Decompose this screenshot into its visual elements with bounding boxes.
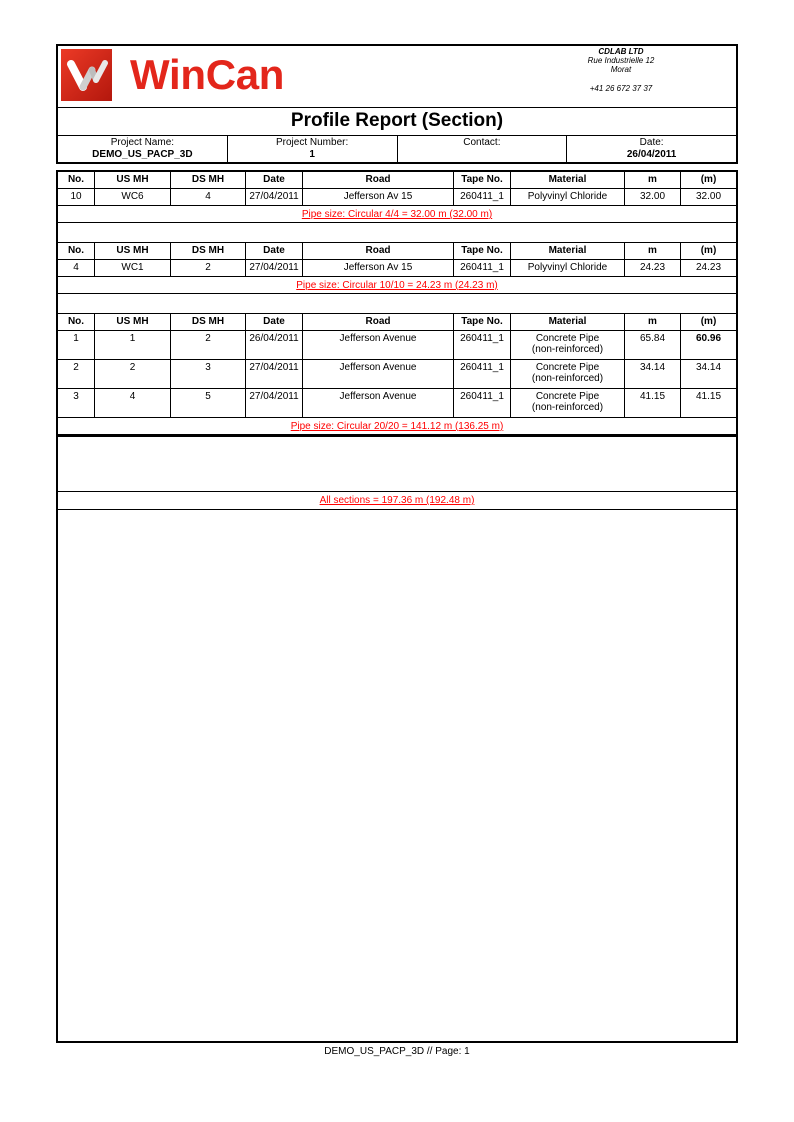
brand-name: WinCan bbox=[130, 51, 285, 98]
cell-us-mh: 2 bbox=[95, 360, 171, 388]
column-header-m-paren: (m) bbox=[700, 245, 717, 256]
column-header-road: Road bbox=[303, 172, 454, 188]
column-header-m: m bbox=[625, 172, 681, 188]
column-header-m-paren: (m) bbox=[700, 174, 717, 185]
cell-material: Concrete Pipe (non-reinforced) bbox=[511, 389, 625, 417]
cell-m-paren: 34.14 bbox=[695, 362, 722, 373]
column-header-us-mh: US MH bbox=[95, 243, 171, 259]
logo-row bbox=[58, 46, 736, 108]
column-header-material: Material bbox=[511, 243, 625, 259]
report-header bbox=[56, 44, 738, 164]
column-header-no: No. bbox=[58, 314, 95, 330]
table-row bbox=[58, 389, 736, 418]
table-header-row bbox=[58, 314, 736, 331]
cell-m: 65.84 bbox=[625, 331, 681, 359]
column-header-road: Road bbox=[303, 243, 454, 259]
column-header-material: Material bbox=[511, 314, 625, 330]
project-info-row bbox=[58, 136, 736, 162]
column-header-no: No. bbox=[58, 243, 95, 259]
date-value: 26/04/2011 bbox=[626, 149, 677, 160]
company-phone: +41 26 672 37 37 bbox=[589, 84, 653, 93]
cell-no: 3 bbox=[58, 389, 95, 417]
cell-us-mh: WC6 bbox=[95, 189, 171, 205]
cell-date: 27/04/2011 bbox=[246, 260, 303, 276]
cell-date: 27/04/2011 bbox=[246, 189, 303, 205]
column-header-m: m bbox=[625, 243, 681, 259]
column-header-no: No. bbox=[58, 172, 95, 188]
cell-m-paren: 60.96 bbox=[695, 333, 722, 344]
contact-cell bbox=[398, 136, 568, 162]
cell-no: 2 bbox=[58, 360, 95, 388]
cell-road: Jefferson Avenue bbox=[303, 331, 454, 359]
cell-m: 32.00 bbox=[625, 189, 681, 205]
section-spacer bbox=[58, 223, 736, 243]
company-info bbox=[561, 47, 681, 93]
cell-m: 41.15 bbox=[625, 389, 681, 417]
table-header-row bbox=[58, 243, 736, 260]
column-header-material: Material bbox=[511, 172, 625, 188]
project-number-label: Project Number: bbox=[276, 137, 349, 148]
cell-material: Polyvinyl Chloride bbox=[511, 260, 625, 276]
company-street: Rue Industrielle 12 bbox=[587, 56, 655, 65]
cell-material: Concrete Pipe (non-reinforced) bbox=[511, 360, 625, 388]
cell-date: 26/04/2011 bbox=[246, 331, 303, 359]
cell-us-mh: 4 bbox=[95, 389, 171, 417]
pipe-size-summary: Pipe size: Circular 20/20 = 141.12 m (136.25 m) bbox=[58, 418, 736, 435]
date-label: Date: bbox=[639, 137, 664, 148]
column-header-road: Road bbox=[303, 314, 454, 330]
pipe-size-summary: Pipe size: Circular 4/4 = 32.00 m (32.00 m) bbox=[58, 206, 736, 223]
sections-container bbox=[58, 172, 736, 435]
section-group bbox=[58, 172, 736, 243]
cell-road: Jefferson Avenue bbox=[303, 360, 454, 388]
cell-us-mh: WC1 bbox=[95, 260, 171, 276]
table-header-row bbox=[58, 172, 736, 189]
project-number-value: 1 bbox=[309, 149, 315, 160]
cell-tape-no: 260411_1 bbox=[454, 260, 511, 276]
cell-m-paren: 41.15 bbox=[695, 391, 722, 402]
sections-table bbox=[56, 170, 738, 1043]
column-header-m: m bbox=[625, 314, 681, 330]
column-header-ds-mh: DS MH bbox=[171, 172, 246, 188]
project-name-value: DEMO_US_PACP_3D bbox=[92, 149, 193, 160]
cell-us-mh: 1 bbox=[95, 331, 171, 359]
cell-material: Concrete Pipe (non-reinforced) bbox=[511, 331, 625, 359]
project-number-cell bbox=[228, 136, 398, 162]
section-group bbox=[58, 243, 736, 314]
report-title: Profile Report (Section) bbox=[58, 108, 736, 136]
table-row bbox=[58, 260, 736, 277]
cell-tape-no: 260411_1 bbox=[454, 189, 511, 205]
column-header-m-paren: (m) bbox=[700, 316, 717, 327]
cell-m: 34.14 bbox=[625, 360, 681, 388]
blank-area bbox=[58, 435, 736, 492]
cell-road: Jefferson Avenue bbox=[303, 389, 454, 417]
cell-m-paren: 24.23 bbox=[695, 262, 722, 273]
cell-date: 27/04/2011 bbox=[246, 389, 303, 417]
cell-no: 1 bbox=[58, 331, 95, 359]
cell-ds-mh: 3 bbox=[171, 360, 246, 388]
date-cell bbox=[567, 136, 736, 162]
cell-m: 24.23 bbox=[625, 260, 681, 276]
wincan-logo-icon bbox=[61, 49, 112, 101]
column-header-date: Date bbox=[246, 172, 303, 188]
column-header-tape-no: Tape No. bbox=[454, 314, 511, 330]
cell-no: 4 bbox=[58, 260, 95, 276]
pipe-size-summary: Pipe size: Circular 10/10 = 24.23 m (24.23 m) bbox=[58, 277, 736, 294]
cell-no: 10 bbox=[58, 189, 95, 205]
column-header-us-mh: US MH bbox=[95, 172, 171, 188]
table-row bbox=[58, 331, 736, 360]
company-name: CDLAB LTD bbox=[598, 47, 644, 56]
cell-tape-no: 260411_1 bbox=[454, 389, 511, 417]
column-header-date: Date bbox=[246, 243, 303, 259]
cell-road: Jefferson Av 15 bbox=[303, 260, 454, 276]
section-group bbox=[58, 314, 736, 435]
cell-material: Polyvinyl Chloride bbox=[511, 189, 625, 205]
cell-tape-no: 260411_1 bbox=[454, 360, 511, 388]
cell-ds-mh: 2 bbox=[171, 331, 246, 359]
column-header-us-mh: US MH bbox=[95, 314, 171, 330]
project-name-cell bbox=[58, 136, 228, 162]
table-row bbox=[58, 360, 736, 389]
cell-ds-mh: 2 bbox=[171, 260, 246, 276]
all-sections-total: All sections = 197.36 m (192.48 m) bbox=[58, 492, 736, 510]
column-header-date: Date bbox=[246, 314, 303, 330]
cell-ds-mh: 5 bbox=[171, 389, 246, 417]
cell-tape-no: 260411_1 bbox=[454, 331, 511, 359]
page-footer: DEMO_US_PACP_3D // Page: 1 bbox=[324, 1046, 470, 1057]
cell-ds-mh: 4 bbox=[171, 189, 246, 205]
contact-label: Contact: bbox=[463, 137, 501, 148]
column-header-ds-mh: DS MH bbox=[171, 314, 246, 330]
column-header-tape-no: Tape No. bbox=[454, 243, 511, 259]
table-row bbox=[58, 189, 736, 206]
section-spacer bbox=[58, 294, 736, 314]
cell-road: Jefferson Av 15 bbox=[303, 189, 454, 205]
company-city: Morat bbox=[610, 65, 632, 74]
project-name-label: Project Name: bbox=[110, 137, 175, 148]
cell-m-paren: 32.00 bbox=[695, 191, 722, 202]
cell-date: 27/04/2011 bbox=[246, 360, 303, 388]
column-header-tape-no: Tape No. bbox=[454, 172, 511, 188]
column-header-ds-mh: DS MH bbox=[171, 243, 246, 259]
